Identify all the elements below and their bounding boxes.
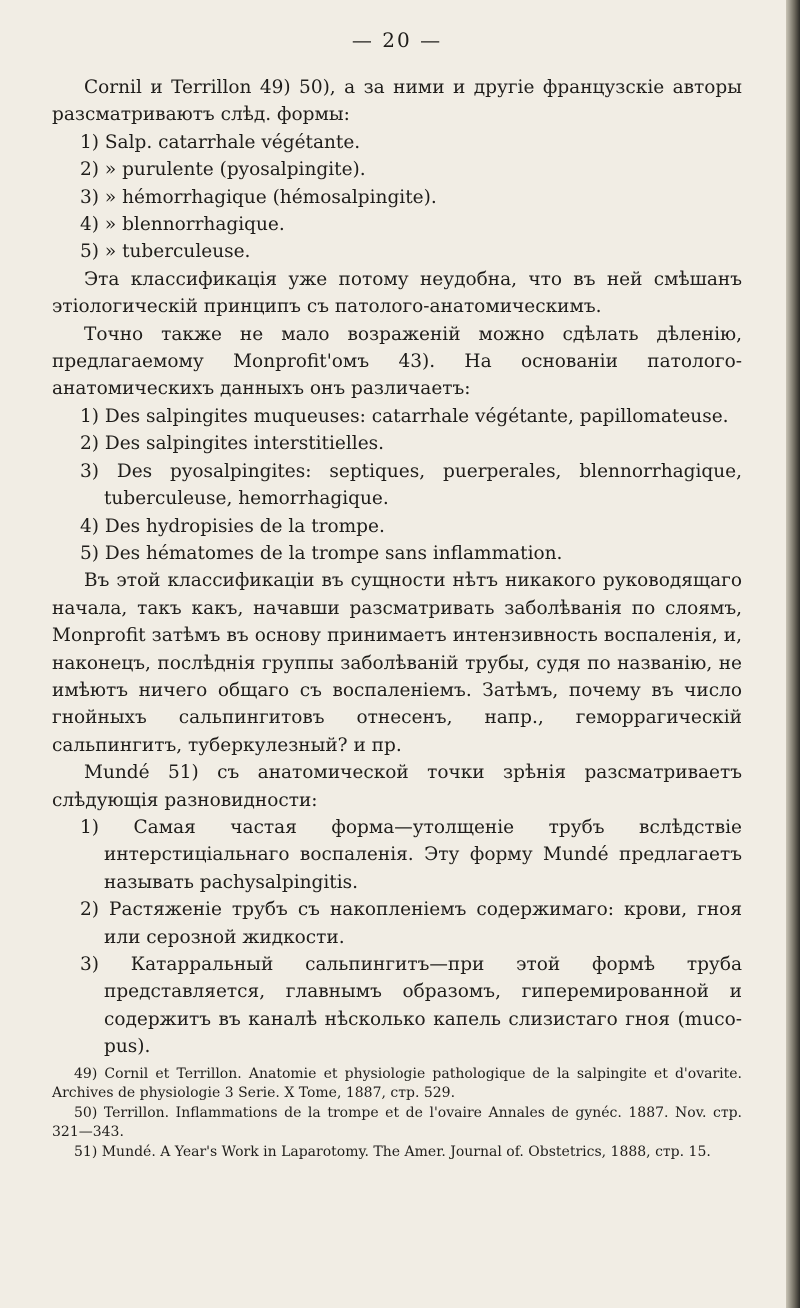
footnote: 49) Cornil et Terrillon. Anatomie et physiologie pathologique de la salpingite et d'ovarite. Archives de physiologie 3 Serie. X Tome, 1887, стр. 529. [52,1065,742,1102]
page-number: — 20 — [351,28,443,52]
list-3 [52,814,742,1061]
list-item: 5) » tuberculeuse. [80,241,251,263]
document-page [52,28,742,1162]
scan-edge [786,0,800,1308]
list-item: 3) Des pyosalpingites: septiques, puerperales, blennorrhagique, tuberculeuse, hemorrhagique. [80,460,742,510]
paragraph-5: Mundé 51) съ анатомической точки зрѣнія разсматриваетъ слѣдующія разновидности: [52,762,742,811]
list-item: 3) » hémorrhagique (hémosalpingite). [80,186,437,208]
paragraph-1: Cornil и Terrillon 49) 50), а за ними и другіе французскіе авторы разсматриваютъ слѣд. формы: [52,77,742,126]
list-item: 2) » purulente (pyosalpingite). [80,159,366,181]
footnote: 51) Mundé. A Year's Work in Laparotomy. The Amer. Journal of. Obstetrics, 1888, стр. 15. [74,1143,711,1160]
list-item: 1) Des salpingites muqueuses: catarrhale végétante, papillomateuse. [80,405,729,427]
list-item: 2) Des salpingites interstitielles. [80,433,385,455]
list-1 [52,129,742,266]
list-item: 1) Salp. catarrhale végétante. [80,131,361,153]
paragraph-3: Точно также не мало возраженій можно сдѣлать дѣленію, предлагаемому Monprofit'омъ 43). На основаніи патолого-анатомическихъ данныхъ онъ различаетъ: [52,323,742,400]
paragraph-4: Въ этой классификаціи въ сущности нѣтъ никакого руководящаго начала, такъ какъ, начавши разсматривать заболѣванія по слоямъ, Monprofit затѣмъ въ основу принимаетъ интензивность воспаленія, и, наконецъ, послѣднія группы заболѣваній трубы, судя по названію, не имѣютъ ничего общаго съ воспаленіемъ. Затѣмъ, почему въ число гнойныхъ сальпингитовъ отнесенъ, напр., геморрагическій сальпингитъ, туберкулезный? и пр. [52,570,742,756]
list-2 [52,403,742,567]
paragraph-2: Эта классификація уже потому неудобна, что въ ней смѣшанъ этіологическій принципъ съ патолого-анатомическимъ. [52,268,742,318]
list-item: 2) Растяженіе трубъ съ накопленіемъ содержимаго: крови, гноя или серозной жидкости. [80,899,742,948]
list-item: 1) Самая частая форма—утолщеніе трубъ вслѣдствіе интерстиціальнаго воспаленія. Эту форму Mundé предлагаетъ называть pachysalpingitis. [80,816,742,893]
list-item: 4) Des hydropisies de la trompe. [80,515,385,537]
list-item: 3) Катарральный сальпингитъ—при этой формѣ труба представляется, главнымъ образомъ, гиперемированной и содержитъ въ каналѣ нѣсколько капель слизистаго гноя (muco-pus). [80,954,742,1058]
list-item: 5) Des hématomes de la trompe sans inflammation. [80,542,563,564]
footnotes [52,1065,742,1163]
list-item: 4) » blennorrhagique. [80,214,285,236]
footnote: 50) Terrillon. Inflammations de la trompe et de l'ovaire Annales de gynéc. 1887. Nov. стр. 321—343. [52,1104,742,1141]
